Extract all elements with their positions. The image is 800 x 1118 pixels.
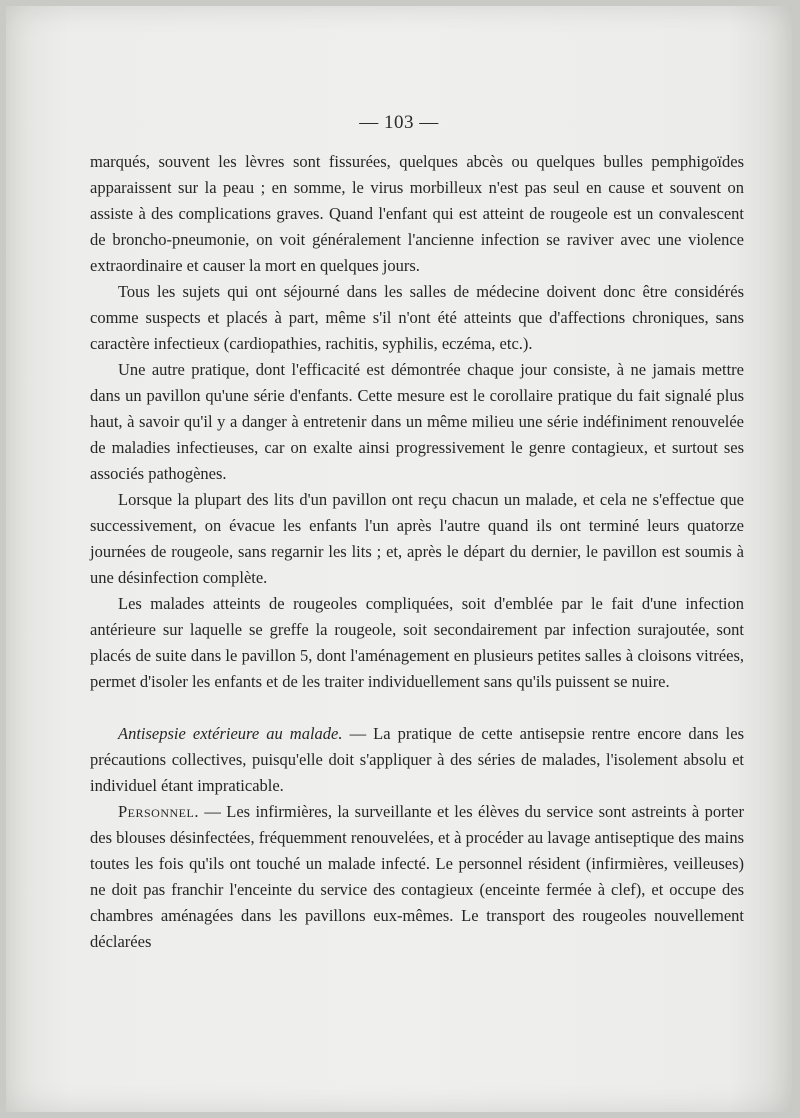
section-personnel	[90, 799, 744, 955]
personnel-heading: Personnel.	[118, 802, 199, 821]
paragraph-complicated: Les malades atteints de rougeoles compliquées, soit d'emblée par le fait d'une infection antérieure sur laquelle se greffe la rougeole, soit secondairement par infection surajoutée, sont placés de suite dans le pavillon 5, dont l'aménagement en plusieurs petites salles à cloisons vitrées, permet d'isoler les enfants et de les traiter individuellement sans qu'ils puissent se nuire.	[90, 594, 744, 691]
page-number: — 103 —	[359, 112, 439, 133]
paragraph-suspects: Tous les sujets qui ont séjourné dans les salles de médecine doivent donc être considérés comme suspects et placés à part, même s'il n'ont été atteints que d'affections chroniques, sans caractère infectieux (cardiopathies, rachitis, syphilis, eczéma, etc.).	[90, 282, 744, 353]
antisepsie-text: — La pratique de cette antisepsie rentre encore dans les précautions collectives, puisqu'elle doit s'appliquer à des séries de malades, l'isolement absolu et individuel étant impraticable.	[90, 724, 744, 795]
section-antisepsie	[90, 721, 744, 799]
antisepsie-heading: Antisepsie extérieure au malade.	[118, 724, 343, 743]
scanned-page	[6, 6, 792, 1112]
paragraph-evacuation: Lorsque la plupart des lits d'un pavillon ont reçu chacun un malade, et cela ne s'effectue que successivement, on évacue les enfants l'un après l'autre quand ils ont terminé leurs quatorze journées de rougeole, sans regarnir les lits ; et, après le départ du dernier, le pavillon est soumis à une désinfection complète.	[90, 490, 744, 587]
personnel-text: — Les infirmières, la surveillante et les élèves du service sont astreints à porter des blouses désinfectées, fréquemment renouvelées, et à procéder au lavage antiseptique des mains toutes les fois qu'ils ont touché un malade infecté. Le personnel résident (infirmières, veilleuses) ne doit pas franchir l'enceinte du service des contagieux (enceinte fermée à clef), et occupe des chambres aménagées dans les pavillons eux-mêmes. Le transport des rougeoles nouvellement déclarées	[90, 802, 744, 951]
paragraph-series: Une autre pratique, dont l'efficacité est démontrée chaque jour consiste, à ne jamais mettre dans un pavillon qu'une série d'enfants. Cette mesure est le corollaire pratique du fait signalé plus haut, à savoir qu'il y a danger à entretenir dans un même milieu une série indéfiniment renouvelée de maladies infectieuses, car on exalte ainsi progressivement le genre contagieux, et surtout ses associés pathogènes.	[90, 360, 744, 483]
paragraph-continuation: marqués, souvent les lèvres sont fissurées, quelques abcès ou quelques bulles pemphigoïdes apparaissent sur la peau ; en somme, le virus morbilleux n'est pas seul en cause et souvent on assiste à des complications graves. Quand l'enfant qui est atteint de rougeole est un convalescent de broncho-pneumonie, on voit généralement l'ancienne infection se raviver avec une violence extraordinaire et causer la mort en quelques jours.	[90, 152, 744, 275]
body-text	[90, 149, 744, 955]
